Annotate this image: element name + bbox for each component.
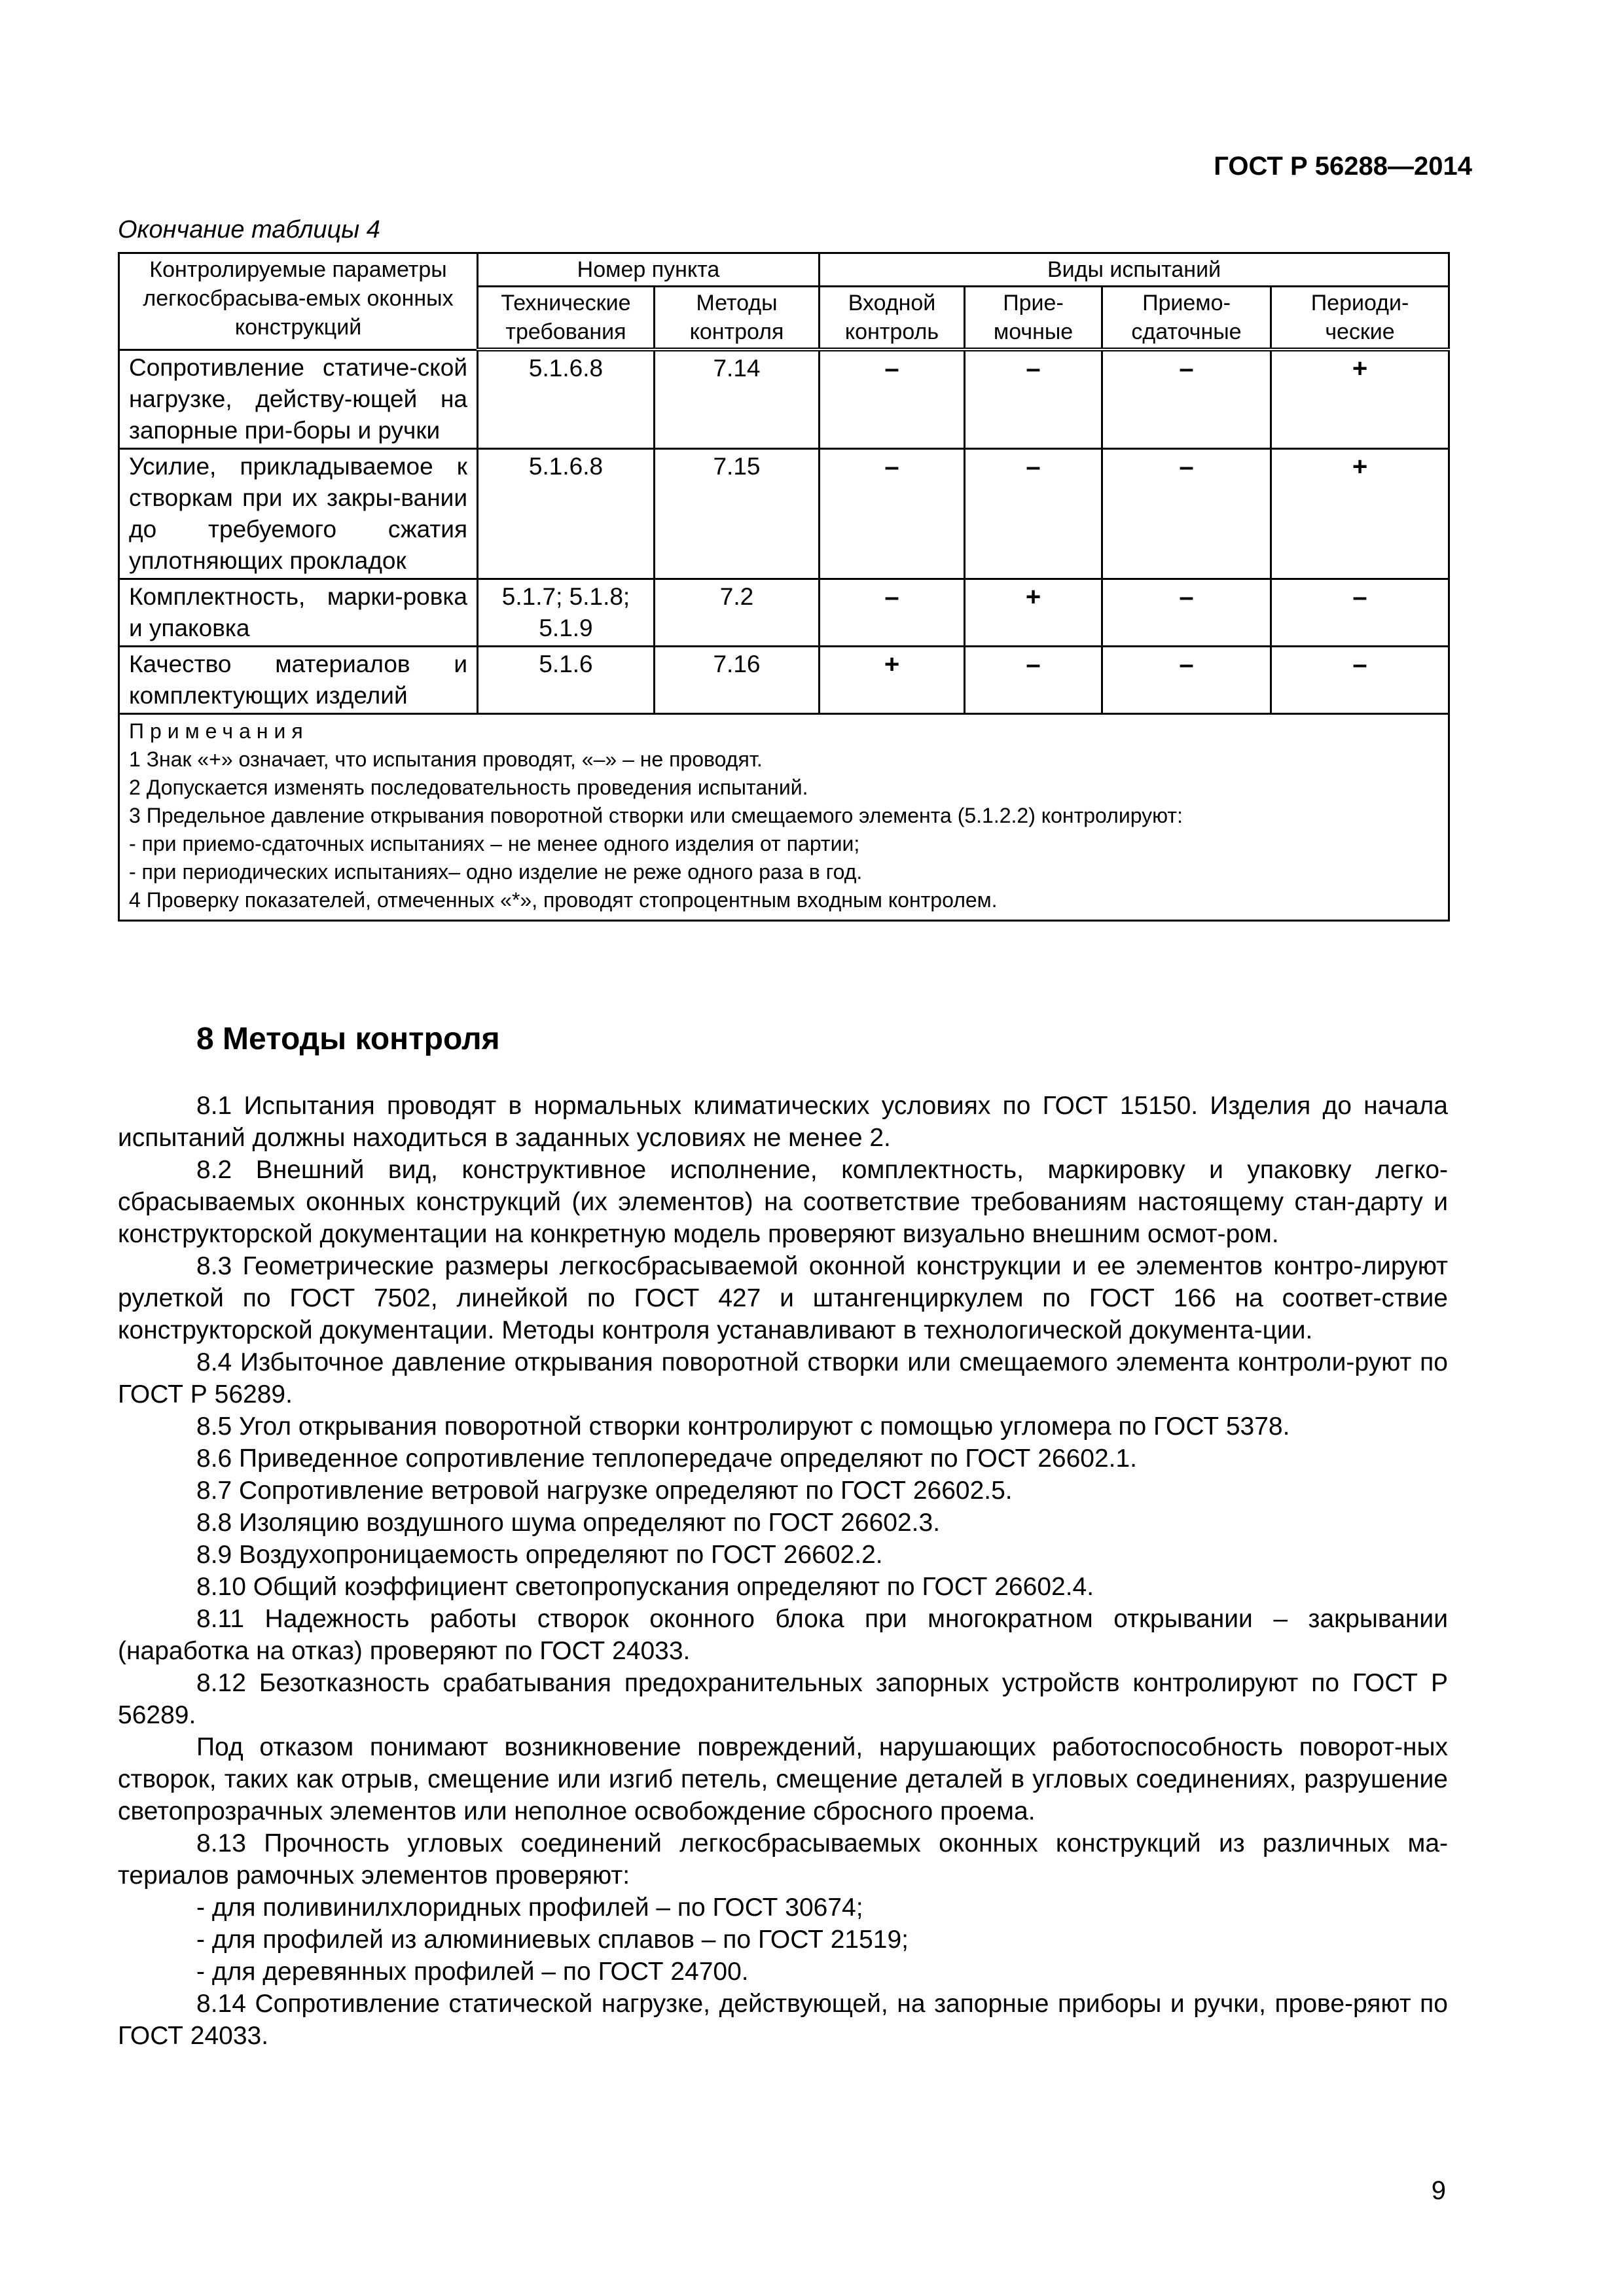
notes-title: Примечания [129,719,309,743]
document-header: ГОСТ Р 56288—2014 [1214,152,1472,181]
acceptance-cell: – [965,448,1102,579]
method-cell: 7.2 [655,579,820,646]
paragraph: 8.9 Воздухопроницаемость определяют по ГОСТ 26602.2. [196,1541,883,1569]
incoming-cell: + [820,646,965,713]
tech-cell: 5.1.6 [478,646,655,713]
table-4 [118,252,1450,922]
paragraph: 8.1 Испытания проводят в нормальных климатических условиях по ГОСТ 15150. Изделия до начала испытаний должны находиться в заданных условиях не менее 2. [118,1092,1448,1152]
periodic-cell: – [1271,579,1449,646]
list-item: - для деревянных профилей – по ГОСТ 24700. [196,1958,749,1986]
paragraph: 8.12 Безотказность срабатывания предохранительных запорных устройств контролируют по ГОСТ Р 56289. [118,1669,1448,1729]
list-item: - для профилей из алюминиевых сплавов – по ГОСТ 21519; [196,1926,909,1954]
note-line: - при приемо-сдаточных испытаниях – не менее одного изделия от партии; [129,831,860,855]
method-cell: 7.14 [655,350,820,448]
method-cell: 7.15 [655,448,820,579]
list-item: - для поливинилхлоридных профилей – по ГОСТ 30674; [196,1893,863,1922]
acceptance-cell: – [965,350,1102,448]
header-test-types: Виды испытаний [820,253,1449,287]
incoming-cell: – [820,448,965,579]
table-caption: Окончание таблицы 4 [118,216,380,243]
header-tech-req: Технические требования [478,287,655,350]
paragraph: 8.6 Приведенное сопротивление теплопередаче определяют по ГОСТ 26602.1. [196,1444,1138,1473]
note-line: 4 Проверку показателей, отмеченных «*», проводят стопроцентным входным контролем. [129,888,998,912]
table-notes [119,713,1449,920]
periodic-cell: – [1271,646,1449,713]
paragraph: 8.10 Общий коэффициент светопропускания определяют по ГОСТ 26602.4. [196,1573,1094,1601]
paragraph: 8.4 Избыточное давление открывания поворотной створки или смещаемого элемента контроли-руют по ГОСТ Р 56289. [118,1348,1448,1408]
param-cell: Качество материалов и комплектующих изделий [119,646,478,713]
tech-cell: 5.1.6.8 [478,448,655,579]
paragraph: Под отказом понимают возникновение повреждений, нарушающих работоспособность поворот-ных створок, таких как отрыв, смещение или изгиб петель, смещение деталей в угловых соединениях, разрушение светопрозрачных элементов или неполное освобождение сбросного проема. [118,1733,1448,1825]
header-periodic: Периоди-ческие [1271,287,1449,350]
table-row [119,646,1449,713]
notes-row [119,713,1449,920]
acceptance-delivery-cell: – [1102,579,1271,646]
acceptance-delivery-cell: – [1102,646,1271,713]
note-line: - при периодических испытаниях– одно изделие не реже одного раза в год. [129,859,863,884]
section-heading: 8 Методы контроля [196,1022,500,1056]
paragraph: 8.11 Надежность работы створок оконного блока при многократном открывании – закрывании (наработка на отказ) проверяют по ГОСТ 24033. [118,1605,1448,1665]
param-cell: Комплектность, марки-ровка и упаковка [119,579,478,646]
incoming-cell: – [820,579,965,646]
header-acceptance-delivery: Приемо-сдаточные [1102,287,1271,350]
note-line: 3 Предельное давление открывания поворотной створки или смещаемого элемента (5.1.2.2) контролируют: [129,803,1183,827]
paragraph: 8.3 Геометрические размеры легкосбрасываемой оконной конструкции и ее элементов контро-лируют рулеткой по ГОСТ 7502, линейкой по ГОСТ 427 и штангенциркулем по ГОСТ 166 на соответ-ствие конструкторской документации. Методы контроля устанавливают в технологической документа-ции. [118,1252,1448,1344]
note-line: 2 Допускается изменять последовательность проведения испытаний. [129,775,808,799]
periodic-cell: + [1271,350,1449,448]
header-acceptance: Прие-мочные [965,287,1102,350]
paragraph: 8.2 Внешний вид, конструктивное исполнение, комплектность, маркировку и упаковку легко-сбрасываемых оконных конструкций (их элементов) на соответствие требованиям настоящему стан-дарту и конструкторской документации на конкретную модель проверяют визуально внешним осмот-ром. [118,1156,1448,1248]
periodic-cell: + [1271,448,1449,579]
acceptance-cell: – [965,646,1102,713]
paragraph: 8.5 Угол открывания поворотной створки контролируют с помощью угломера по ГОСТ 5378. [196,1412,1290,1441]
table-row [119,579,1449,646]
acceptance-delivery-cell: – [1102,448,1271,579]
acceptance-cell: + [965,579,1102,646]
acceptance-delivery-cell: – [1102,350,1271,448]
paragraph: 8.14 Сопротивление статической нагрузке, действующей, на запорные приборы и ручки, прове-ряют по ГОСТ 24033. [118,1990,1448,2050]
page-number: 9 [1431,2176,1446,2205]
header-incoming: Входной контроль [820,287,965,350]
header-point-number: Номер пункта [478,253,820,287]
header-methods: Методы контроля [655,287,820,350]
header-params: Контролируемые параметры легкосбрасыва-емых оконных конструкций [119,253,478,350]
table-row [119,448,1449,579]
tech-cell: 5.1.7; 5.1.8; 5.1.9 [478,579,655,646]
incoming-cell: – [820,350,965,448]
param-cell: Сопротивление статиче-ской нагрузке, действу-ющей на запорные при-боры и ручки [119,350,478,448]
note-line: 1 Знак «+» означает, что испытания проводят, «–» – не проводят. [129,747,763,771]
section-body [118,1090,1448,2052]
method-cell: 7.16 [655,646,820,713]
paragraph: 8.7 Сопротивление ветровой нагрузке определяют по ГОСТ 26602.5. [196,1477,1013,1505]
table-row [119,350,1449,448]
paragraph: 8.13 Прочность угловых соединений легкосбрасываемых оконных конструкций из различных ма-териалов рамочных элементов проверяют: [118,1829,1448,1890]
tech-cell: 5.1.6.8 [478,350,655,448]
param-cell: Усилие, прикладываемое к створкам при их закры-вании до требуемого сжатия уплотняющих прокладок [119,448,478,579]
paragraph: 8.8 Изоляцию воздушного шума определяют по ГОСТ 26602.3. [196,1509,941,1537]
